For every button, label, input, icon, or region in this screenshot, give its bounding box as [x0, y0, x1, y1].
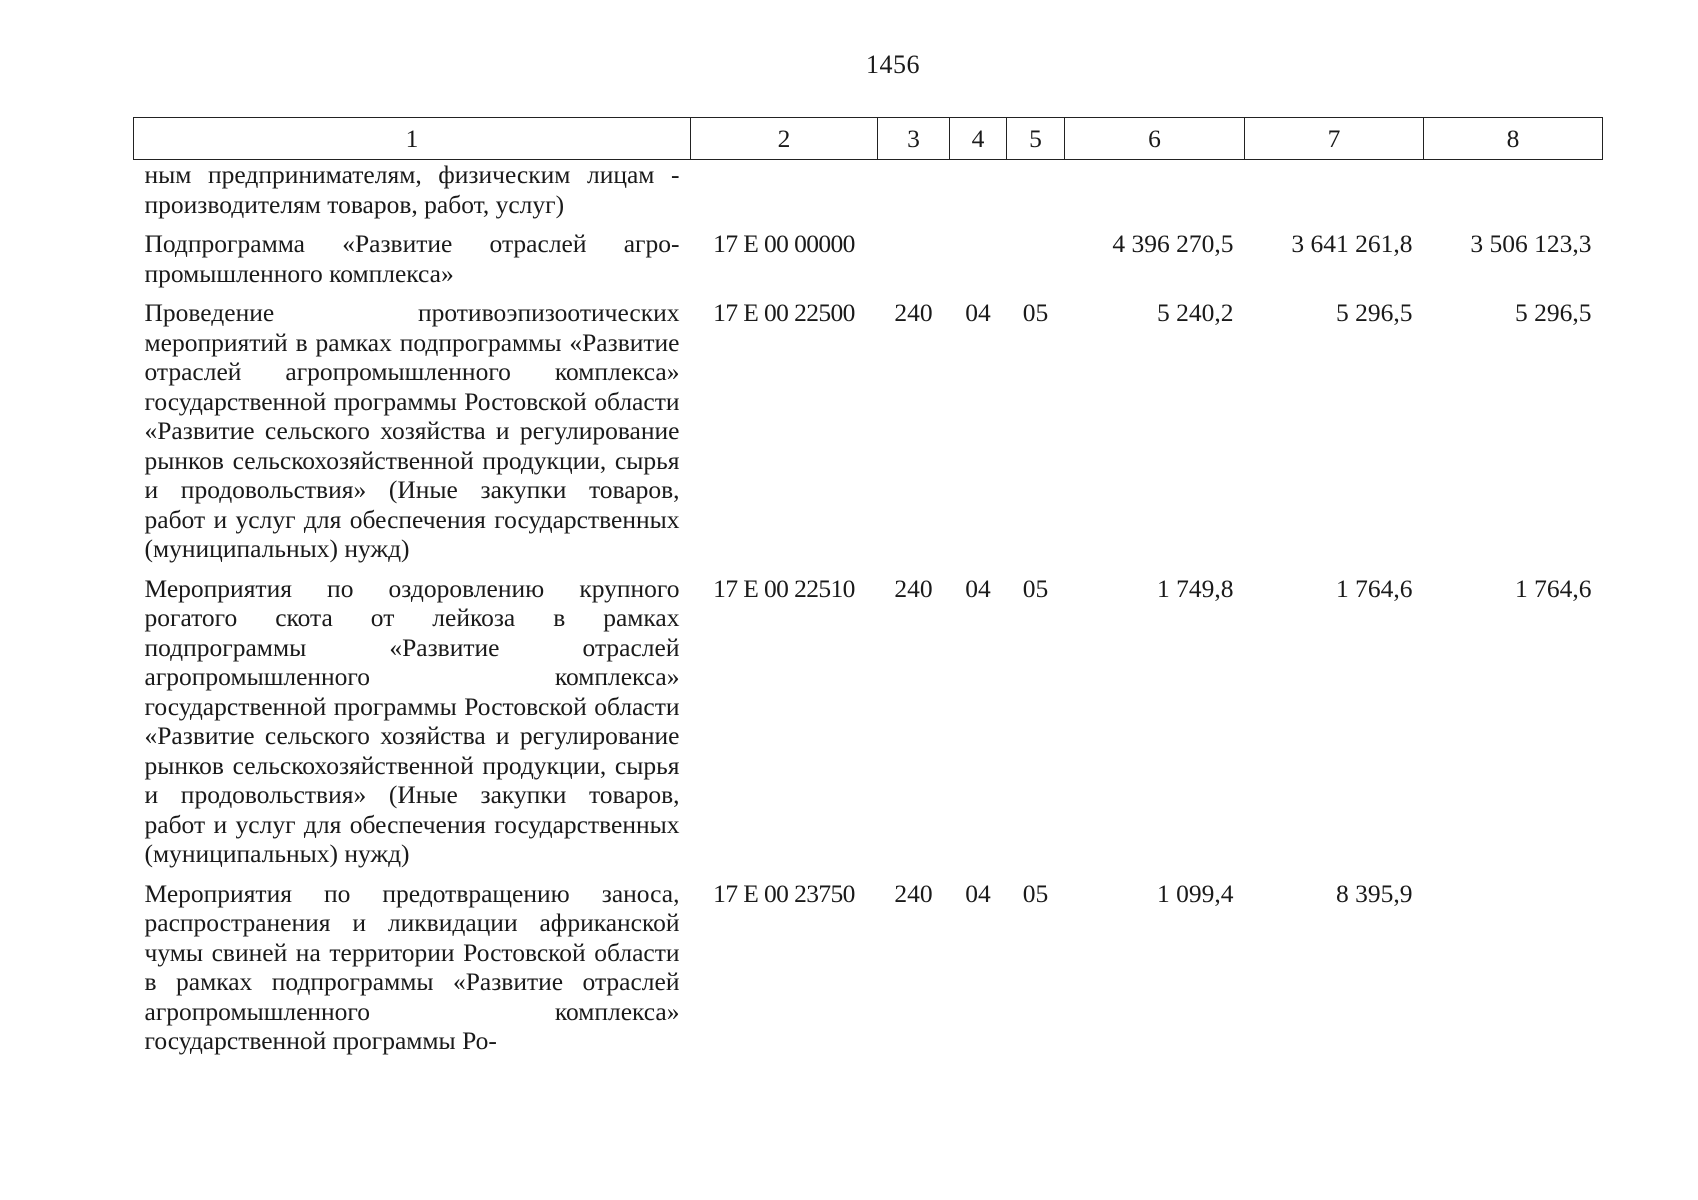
header-row [134, 118, 1603, 160]
row-subsection [1007, 219, 1065, 288]
header-col-8: 8 [1424, 118, 1603, 160]
header-col-3: 3 [878, 118, 950, 160]
row-target-code [691, 160, 878, 220]
row-subsection: 05 [1022, 573, 1049, 603]
header-col-4: 4 [950, 118, 1007, 160]
row-description: ным предпринимателям, физическим лицам - производителям товаров, работ, услуг) [144, 160, 680, 219]
row-value-year1: 5 240,2 [1157, 298, 1234, 327]
row-description: Мероприятия по оздоровлению крупного рогатого скота от лейкоза в рамках подпрограммы «Развитие отраслей агропромышленного комплекса» государственной программы Ростовской области «Развитие сельского хозяйства и регулирование рынков сельскохозяйственной продукции, сырья и продовольствия» (Иные закупки товаров, работ и услуг для обеспечения государственных (муниципальных) нужд) [144, 573, 680, 868]
header-col-2: 2 [691, 118, 878, 160]
header-col-6: 6 [1065, 118, 1245, 160]
row-target-code: 17 Е 00 22500 [713, 298, 855, 327]
row-section: 04 [965, 573, 991, 603]
budget-table [133, 117, 1603, 1056]
table-row [134, 869, 1603, 1056]
row-value-year1: 1 749,8 [1157, 573, 1234, 603]
row-expense-type: 240 [894, 573, 933, 603]
row-value-year1: 4 396 270,5 [1112, 229, 1234, 258]
row-subsection [1007, 160, 1065, 220]
row-value-year2: 8 395,9 [1336, 878, 1413, 908]
row-value-year2: 1 764,6 [1336, 573, 1413, 603]
table-row [134, 564, 1603, 869]
row-target-code: 17 Е 00 22510 [713, 573, 855, 603]
row-section [950, 219, 1007, 288]
header-col-7: 7 [1245, 118, 1424, 160]
row-description: Проведение противоэпизоотических мероприятий в рамках подпрограммы «Развитие отраслей агропромышленного комплекса» государственной программы Ростовской области «Развитие сельского хозяйства и регулирование рынков сельскохозяйственной продукции, сырья и продовольствия» (Иные закупки товаров, работ и услуг для обеспечения государственных (муниципальных) нужд) [144, 298, 680, 563]
row-value-year2: 5 296,5 [1336, 298, 1413, 327]
row-value-year1: 1 099,4 [1157, 878, 1234, 908]
row-expense-type: 240 [894, 878, 933, 908]
row-value-year2: 3 641 261,8 [1291, 229, 1413, 258]
row-section [950, 160, 1007, 220]
row-value-year3: 3 506 123,3 [1470, 229, 1592, 258]
row-value-year2 [1245, 160, 1424, 220]
row-expense-type [878, 219, 950, 288]
row-target-code: 17 Е 00 23750 [713, 878, 855, 908]
row-expense-type: 240 [894, 298, 933, 327]
row-value-year3 [1424, 160, 1603, 220]
row-subsection: 05 [1022, 878, 1049, 908]
row-value-year3: 5 296,5 [1515, 298, 1592, 327]
row-section: 04 [965, 878, 991, 908]
header-col-5: 5 [1007, 118, 1065, 160]
row-description: Подпрограмма «Развитие отраслей агро-промышленного комплекса» [144, 229, 680, 288]
row-description: Мероприятия по предотвращению заноса, распространения и ликвидации африканской чумы свиней на территории Ростовской области в рамках подпрограммы «Развитие отраслей агропромышленного комплекса» государственной программы Ро- [144, 878, 680, 1055]
table-body [134, 160, 1603, 1056]
table-row [134, 160, 1603, 220]
row-section: 04 [965, 298, 991, 327]
row-target-code: 17 Е 00 00000 [713, 229, 855, 258]
header-col-1: 1 [134, 118, 691, 160]
table-header [134, 118, 1603, 160]
row-subsection: 05 [1022, 298, 1049, 327]
table-row [134, 219, 1603, 288]
page-number: 1456 [866, 50, 920, 79]
row-value-year3 [1424, 869, 1603, 1056]
row-expense-type [878, 160, 950, 220]
row-value-year1 [1065, 160, 1245, 220]
row-value-year3: 1 764,6 [1515, 573, 1592, 603]
table-row [134, 288, 1603, 564]
